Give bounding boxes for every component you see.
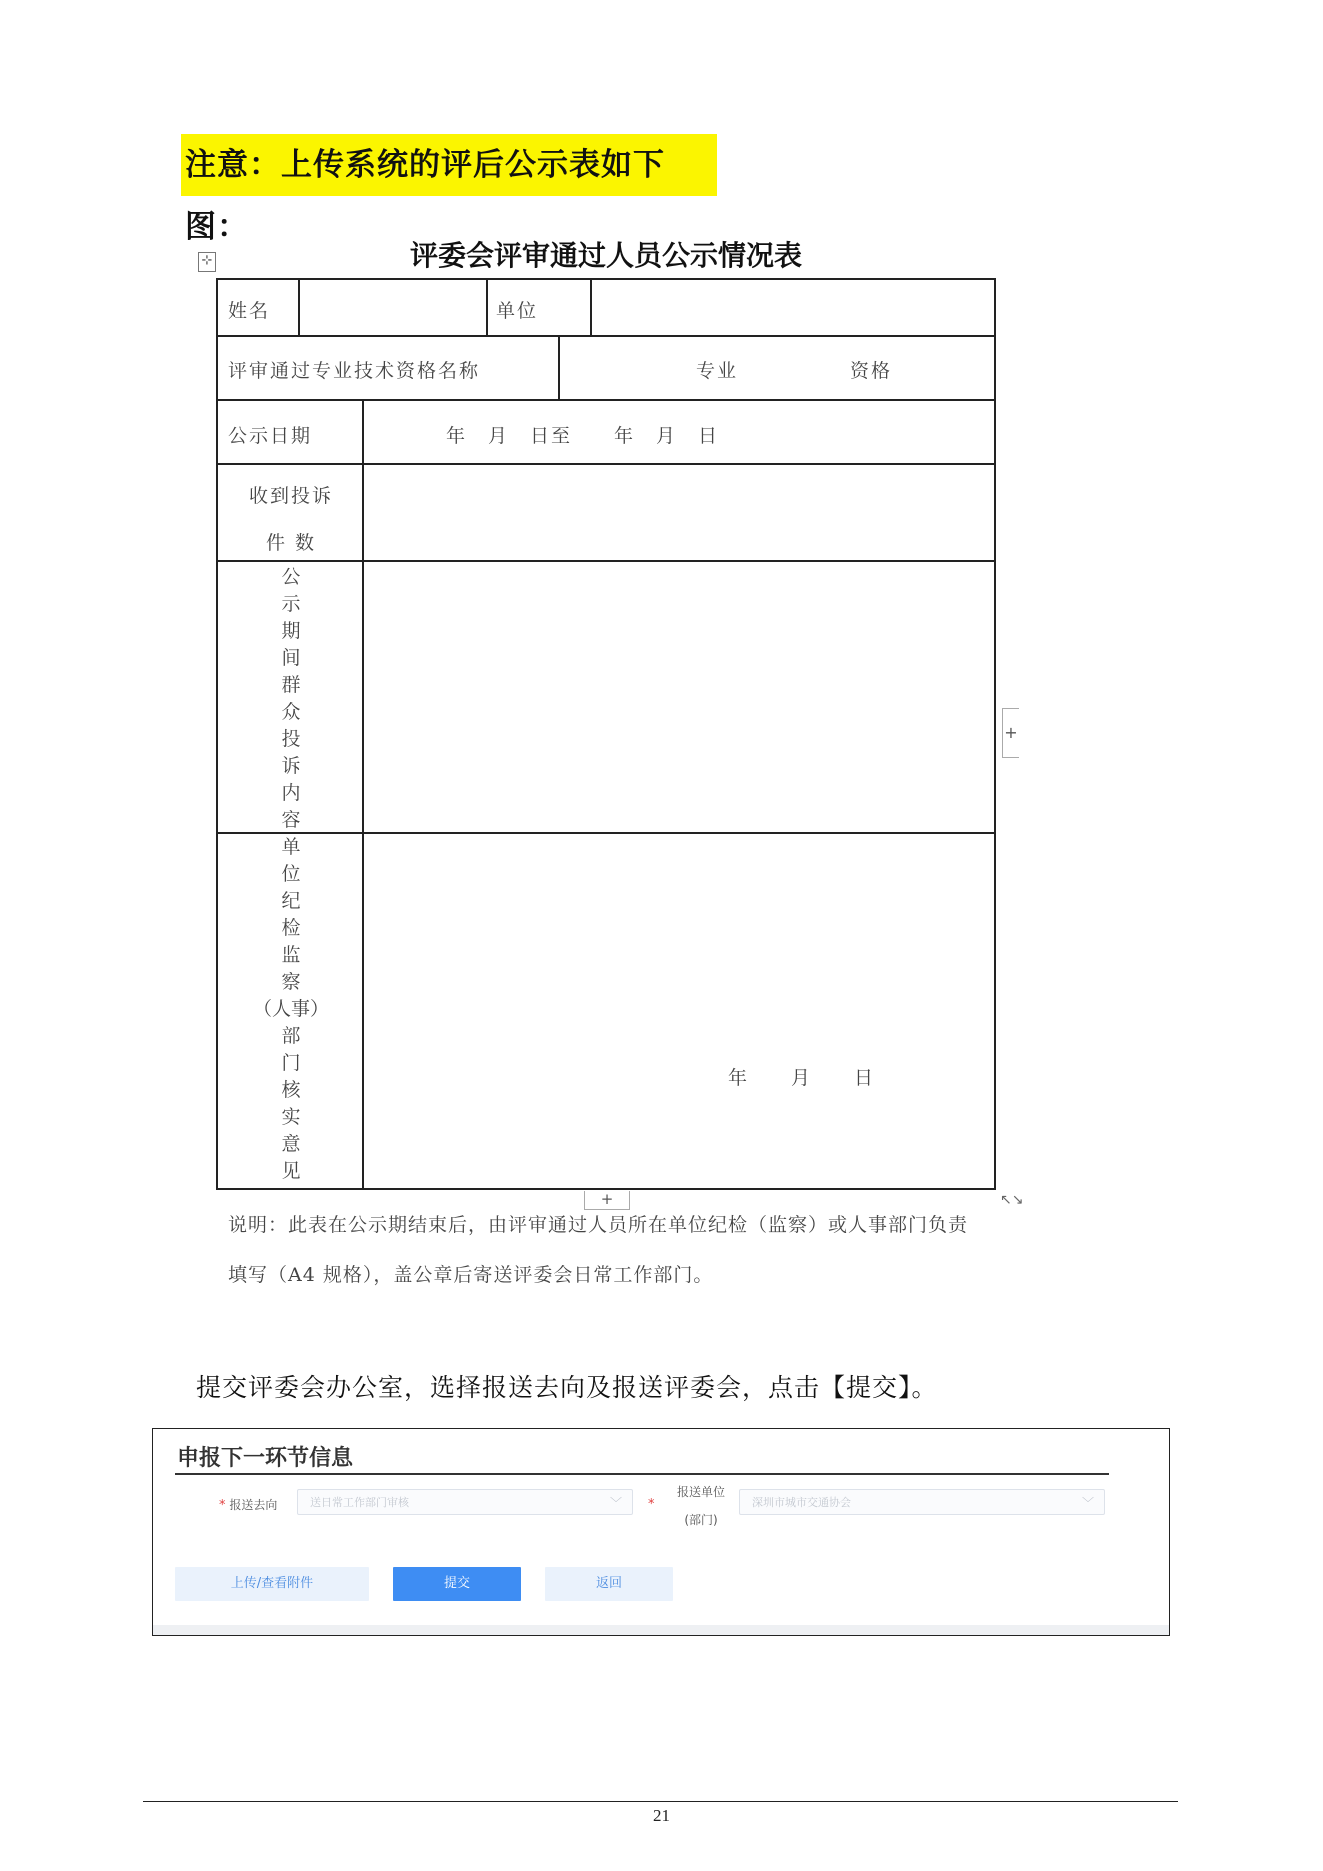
date-range: 年 月 日至 年 月 日 [446,425,720,447]
vertical-char: （人事） [252,998,329,1020]
vertical-char: 门 [281,1052,301,1074]
chevron-down-icon: ﹀ [609,1496,622,1510]
required-mark: * [648,1497,655,1512]
unit-select[interactable] [739,1489,1105,1515]
qualification-name-label: 评审通过专业技术资格名称 [228,360,481,382]
complaint-content-label [218,564,364,834]
vertical-char: 示 [281,593,301,615]
vertical-char: 群 [281,674,301,696]
verification-date: 年 月 日 [728,1067,876,1089]
required-mark: * [219,1498,226,1513]
destination-label [219,1496,277,1513]
vertical-char: 容 [281,809,301,831]
col-divider [298,280,300,335]
complaint-count-label: 收到投诉 [248,485,333,507]
panel-title-rule [175,1473,1109,1475]
footer-rule [143,1801,1178,1802]
col-divider [486,280,488,335]
chevron-down-icon: ﹀ [1081,1496,1094,1510]
note-line-2: 填写（A4 规格），盖公章后寄送评委会日常工作部门。 [228,1264,714,1286]
panel-title: 申报下一环节信息 [177,1446,354,1471]
unit-label-line2: (部门) [684,1513,718,1527]
note-line-1: 说明：此表在公示期结束后，由评审通过人员所在单位纪检（监察）或人事部门负责 [228,1214,969,1236]
vertical-char: 众 [281,701,301,723]
vertical-char: 公 [281,566,301,588]
vertical-char: 位 [281,863,301,885]
row-divider [218,560,994,562]
col-divider [558,335,560,399]
date-label: 公示日期 [228,425,313,447]
destination-select[interactable] [297,1489,633,1515]
vertical-char: 检 [281,917,301,939]
upload-attachment-button[interactable]: 上传/查看附件 [175,1567,369,1601]
destination-value: 送日常工作部门审核 [310,1496,409,1509]
vertical-char: 核 [281,1079,301,1101]
instruction-text: 提交评委会办公室，选择报送去向及报送评委会，点击【提交】。 [196,1373,938,1402]
name-label: 姓名 [228,300,271,322]
next-step-panel [152,1428,1170,1636]
complaint-count-label-2: 件 数 [265,532,317,554]
vertical-char: 间 [281,647,301,669]
add-row-plus-icon[interactable]: + [584,1191,630,1210]
add-column-plus-icon[interactable]: + [1002,708,1019,758]
vertical-char: 监 [281,944,301,966]
major-label: 专业 [696,360,739,382]
vertical-char: 纪 [281,890,301,912]
page-number: 21 [653,1806,670,1825]
qualification-label: 资格 [850,360,893,382]
submit-button[interactable]: 提交 [393,1567,521,1601]
vertical-char: 诉 [281,755,301,777]
verification-opinion-label [218,834,364,1185]
row-divider [218,463,994,465]
vertical-char: 部 [281,1025,301,1047]
row-divider [218,399,994,401]
disclosure-form-table [216,278,996,1190]
unit-value: 深圳市城市交通协会 [752,1496,851,1509]
vertical-char: 投 [281,728,301,750]
col-divider [590,280,592,335]
vertical-char: 期 [281,620,301,642]
move-handle-icon: ⊹ [198,252,216,272]
vertical-char: 实 [281,1106,301,1128]
row-divider [218,335,994,337]
notice-banner: 注意：上传系统的评后公示表如下图： [181,134,717,196]
vertical-char: 单 [281,836,301,858]
back-button[interactable]: 返回 [545,1567,673,1601]
vertical-char: 内 [281,782,301,804]
vertical-char: 见 [281,1160,301,1182]
unit-label: 单位 [496,300,539,322]
resize-icon[interactable]: ↖↘ [1000,1192,1024,1208]
panel-scroll-strip [153,1625,1169,1635]
vertical-char: 察 [281,971,301,993]
destination-label-text: 报送去向 [229,1498,278,1512]
table-title: 评委会评审通过人员公示情况表 [409,239,802,272]
unit-label-line1: 报送单位 [676,1485,725,1499]
vertical-char: 意 [281,1133,301,1155]
